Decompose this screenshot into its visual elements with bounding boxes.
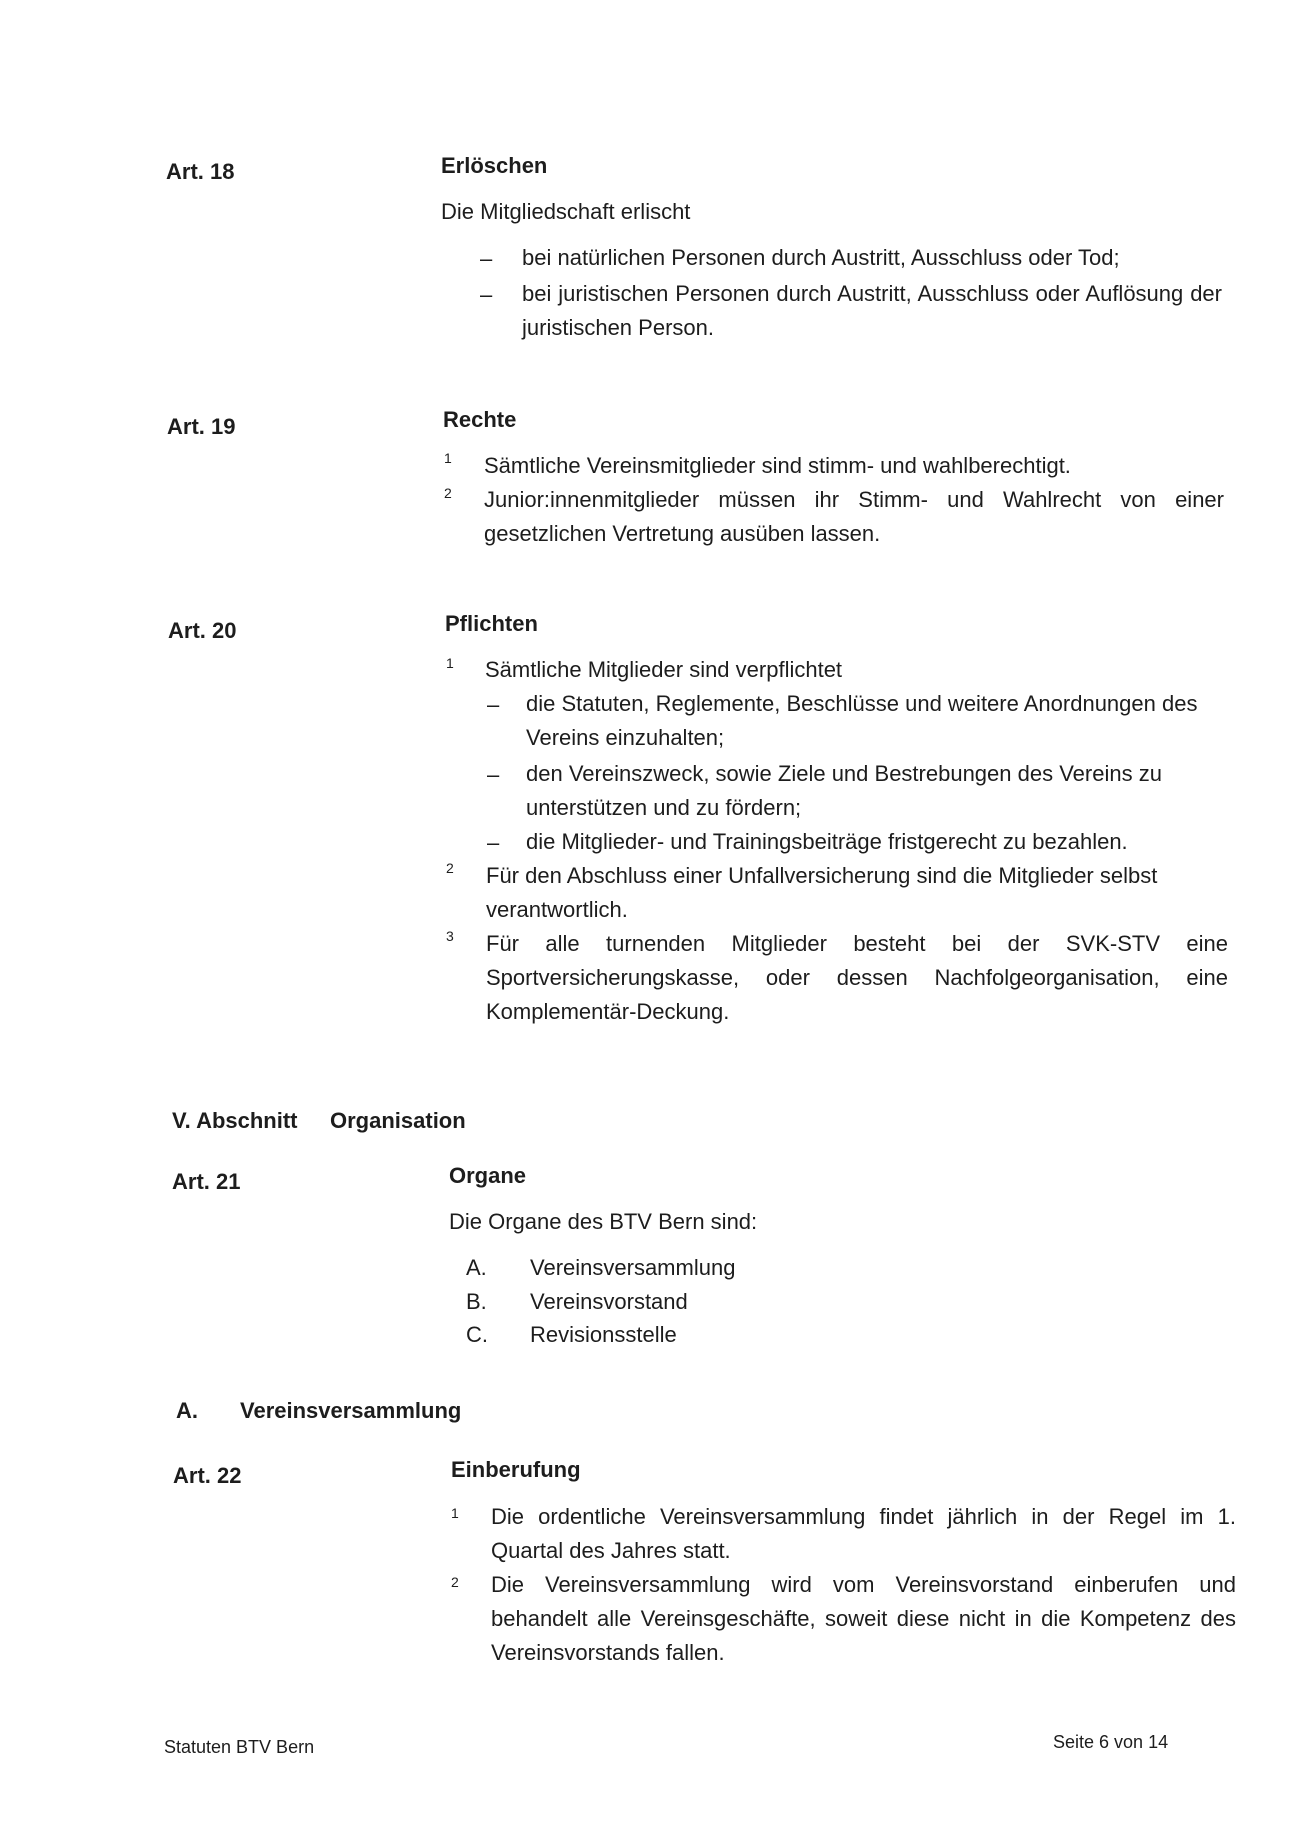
article-heading: Rechte (443, 407, 517, 432)
footer-page-number: Seite 6 von 14 (1053, 1732, 1169, 1752)
paragraph-text: Junior:innenmitglieder müssen ihr Stimm- und Wahlrecht von einer gesetzlichen Vertretung ausüben lassen. (484, 487, 1224, 546)
article-intro: Die Mitgliedschaft erlischt (441, 199, 691, 224)
article-heading: Organe (449, 1163, 527, 1188)
paragraph-text: Sämtliche Mitglieder sind verpflichtet (485, 657, 843, 682)
paragraph-text: Die Vereinsversammlung wird vom Vereinsvorstand einberufen und behandelt alle Vereinsgeschäfte, soweit diese nicht in die Kompetenz des Vereinsvorstands fallen. (491, 1572, 1236, 1665)
list-item: bei juristischen Personen durch Austritt, Ausschluss oder Auflösung der juristischen Person. (522, 281, 1222, 340)
article-label: Art. 22 (173, 1463, 242, 1488)
paragraph-text: Sämtliche Vereinsmitglieder sind stimm- und wahlberechtigt. (484, 453, 1071, 478)
list-item: die Statuten, Reglemente, Beschlüsse und weitere Anordnungen des Vereins einzuhalten; (526, 691, 1198, 750)
list-item: Vereinsvorstand (530, 1289, 688, 1314)
article-label: Art. 18 (166, 159, 235, 184)
article-label: Art. 21 (172, 1169, 241, 1194)
list-item: Vereinsversammlung (530, 1255, 736, 1280)
list-letter: B. (466, 1289, 487, 1314)
dash-bullet: – (480, 246, 493, 271)
paragraph-text: Für den Abschluss einer Unfallversicherung sind die Mitglieder selbst verantwortlich. (486, 863, 1158, 922)
paragraph-text: Für alle turnenden Mitglieder besteht bei der SVK-STV eine Sportversicherungskasse, oder dessen Nachfolgeorganisation, eine Komplementär-Deckung. (486, 931, 1228, 1024)
article-heading: Einberufung (451, 1457, 581, 1482)
paragraph-number: 2 (446, 860, 454, 876)
subsection-letter: A. (176, 1398, 198, 1423)
list-item: die Mitglieder- und Trainingsbeiträge fristgerecht zu bezahlen. (526, 829, 1128, 854)
section-label: V. Abschnitt (172, 1108, 298, 1133)
dash-bullet: – (487, 830, 500, 855)
dash-bullet: – (487, 762, 500, 787)
article-label: Art. 19 (167, 414, 236, 439)
list-item: Revisionsstelle (530, 1322, 677, 1347)
list-letter: C. (466, 1322, 488, 1347)
article-label: Art. 20 (168, 618, 237, 643)
section-title: Organisation (330, 1108, 466, 1133)
paragraph-number: 1 (444, 450, 452, 466)
dash-bullet: – (480, 282, 493, 307)
paragraph-number: 3 (446, 928, 454, 944)
article-heading: Pflichten (445, 611, 538, 636)
dash-bullet: – (487, 692, 500, 717)
article-heading: Erlöschen (441, 153, 548, 178)
paragraph-number: 1 (446, 655, 454, 671)
paragraph-number: 2 (451, 1574, 459, 1590)
list-item: bei natürlichen Personen durch Austritt, Ausschluss oder Tod; (522, 245, 1120, 270)
paragraph-number: 1 (451, 1505, 459, 1521)
list-letter: A. (466, 1255, 487, 1280)
footer-document-title: Statuten BTV Bern (164, 1737, 315, 1757)
paragraph-number: 2 (444, 485, 452, 501)
article-intro: Die Organe des BTV Bern sind: (449, 1209, 758, 1234)
list-item: den Vereinszweck, sowie Ziele und Bestrebungen des Vereins zu unterstützen und zu fördern; (526, 761, 1162, 820)
paragraph-text: Die ordentliche Vereinsversammlung findet jährlich in der Regel im 1. Quartal des Jahres statt. (491, 1504, 1236, 1563)
subsection-title: Vereinsversammlung (240, 1398, 462, 1423)
